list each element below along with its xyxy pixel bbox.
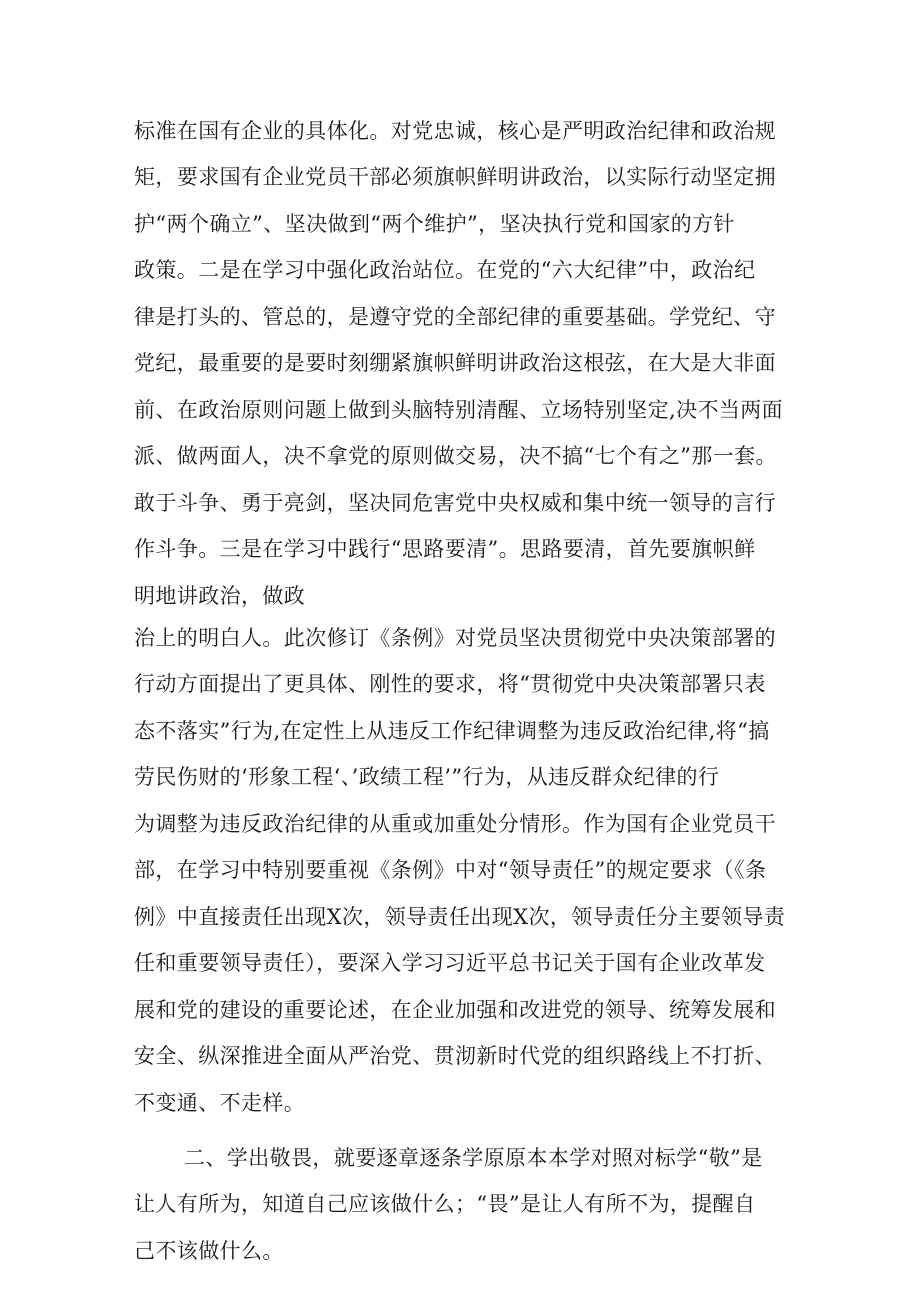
text-line: 护“两个确立”、坚决做到“两个维护”，坚决执行党和国家的方针 (134, 212, 735, 236)
text-line: 律是打头的、管总的，是遵守党的全部纪律的重要基础。学党纪、守 (134, 305, 776, 329)
text-line: 任和重要领导责任），要深入学习习近平总书记关于国有企业改革发 (134, 951, 766, 975)
text-line: 行动方面提出了更具体、刚性的要求，将“贯彻党中央决策部署只表 (134, 672, 766, 696)
text-line: 安全、纵深推进全面从严治党、贯沏新时代党的组织路线上不打折、 (134, 1044, 776, 1068)
text-line: 敢于斗争、勇于亮剑，坚决同危害党中央权威和集中统一领导的言行 (134, 491, 776, 515)
text-line: 明地讲政治，做政 (134, 584, 306, 608)
text-line: 党纪，最重要的是要时刻绷紧旗帜鲜明讲政治这根弦，在大是大非面 (134, 351, 776, 375)
text-line: 态不落实”行为,在定性上从违反工作纪律调整为违反政治纪律,将“搞 (134, 719, 770, 743)
text-line: 例》中直接责任出现X次，领导责任出现X次，领导责任分主要领导责 (134, 905, 786, 929)
text-line: 作斗争。三是在学习中践行“思路要清”。思路要清，首先要旗帜鲜 (134, 537, 756, 561)
text-line: 矩，要求国有企业党员干部必须旗帜鲜明讲政治，以实际行动坚定拥 (134, 165, 776, 189)
text-line: 治上的明白人。此次修订《条例》对党员坚决贯彻党中央决策部署的 (134, 626, 776, 650)
text-line: 派、做两面人，决不拿党的原则做交易，决不搞“七个有之”那一套。 (134, 444, 777, 468)
text-line: 前、在政治原则问题上做到头脑特别清醒、立场特别坚定,决不当两面 (134, 398, 784, 422)
text-line: 己不该做什么。 (134, 1239, 284, 1263)
text-line: 部，在学习中特别要重视《条例》中对“领导责任”的规定要求（《条 (134, 858, 767, 882)
text-line: 劳民伤财的‘形象工程‘、’政绩工程’”行为，从违反群众纪律的行 (134, 765, 720, 789)
text-line: 政策。二是在学习中强化政治站位。在党的“六大纪律”中，政治纪 (134, 258, 756, 282)
text-line: 展和党的建设的重要论述，在企业加强和改进党的领导、统筹发展和 (134, 998, 776, 1022)
text-line: 让人有所为，知道自己应该做什么；“畏”是让人有所不为，提醒自 (134, 1192, 756, 1216)
text-line: 不变通、不走样。 (134, 1091, 306, 1115)
text-line: 为调整为违反政治纪律的从重或加重处分情形。作为国有企业党员干 (134, 812, 776, 836)
text-line: 二、学出敬畏，就要逐章逐条学原原本本学对照对标学“敬”是 (184, 1146, 763, 1170)
text-line: 标准在国有企业的具体化。对党忠诚，核心是严明政治纪律和政治规 (134, 119, 776, 143)
